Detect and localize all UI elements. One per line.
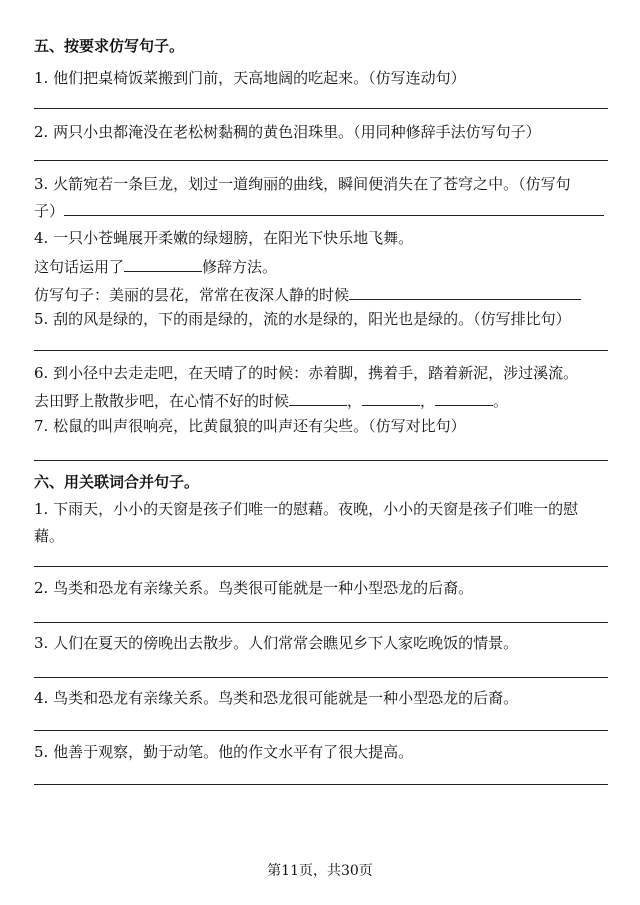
s6-question-1-line-2: 藉。: [34, 527, 65, 545]
s5-q4-imitation-blank: [349, 283, 581, 300]
s5-q6-prompt: 去田野上散散步吧，在心情不好的时候: [34, 392, 290, 410]
s5-q3-answer-blank: [64, 199, 604, 216]
s5-q4-rhetoric-blank: [124, 255, 202, 272]
s5-question-2: 2. 两只小虫都淹没在老松树黏稠的黄色泪珠里。（用同种修辞手法仿写句子）: [34, 123, 541, 141]
s5-q4-prompt-a: 这句话运用了: [34, 258, 125, 276]
s6-q1-answer-line: [34, 566, 608, 567]
s6-question-1-line-1: 1. 下雨天，小小的天窗是孩子们唯一的慰藉。夜晚，小小的天窗是孩子们唯一的慰: [34, 500, 579, 518]
s6-q4-answer-line: [34, 730, 608, 731]
page-number: 第11页，共30页: [267, 863, 373, 879]
s5-q4-imitation-prompt: 仿写句子：美丽的昙花，常常在夜深人静的时候: [34, 286, 350, 304]
s5-q7-answer-line: [34, 460, 608, 461]
s5-q3-continuation: 子）: [34, 202, 65, 220]
s6-q3-answer-line: [34, 677, 608, 678]
s6-question-5: 5. 他善于观察，勤于动笔。他的作文水平有了很大提高。: [34, 743, 414, 761]
s5-question-7: 7. 松鼠的叫声很响亮，比黄鼠狼的叫声还有尖些。（仿写对比句）: [34, 417, 466, 435]
s6-question-3: 3. 人们在夏天的傍晚出去散步。人们常常会瞧见乡下人家吃晚饭的情景。: [34, 634, 519, 652]
s5-question-4-line-1: 4. 一只小苍蝇展开柔嫩的绿翅膀，在阳光下快乐地飞舞。: [34, 229, 414, 247]
s5-q6-blank-1: [289, 389, 347, 406]
s5-question-4-line-2: [34, 255, 277, 277]
s5-question-5: 5. 刮的风是绿的，下的雨是绿的，流的水是绿的，阳光也是绿的。（仿写排比句）: [34, 310, 571, 328]
s6-question-2: 2. 鸟类和恐龙有亲缘关系。鸟类很可能就是一种小型恐龙的后裔。: [34, 579, 474, 597]
s5-q1-answer-line: [34, 108, 608, 109]
s5-q4-prompt-b: 修辞方法。: [202, 258, 278, 276]
s6-question-4: 4. 鸟类和恐龙有亲缘关系。鸟类和恐龙很可能就是一种小型恐龙的后裔。: [34, 689, 519, 707]
s5-q6-end: 。: [493, 392, 509, 410]
s5-q6-separator-1: ，: [347, 392, 363, 410]
s5-question-6-line-2: [34, 389, 508, 411]
s6-q5-answer-line: [34, 784, 608, 785]
s5-q6-blank-3: [435, 389, 493, 406]
s5-question-4-line-3: [34, 283, 581, 305]
s5-q6-blank-2: [362, 389, 420, 406]
s5-question-3-line-2: [34, 199, 604, 221]
s5-q2-answer-line: [34, 160, 608, 161]
s5-question-6-line-1: 6. 到小径中去走走吧，在天晴了的时候：赤着脚，携着手，踏着新泥，涉过溪流。: [34, 364, 579, 382]
s5-q6-separator-2: ，: [420, 392, 436, 410]
s5-question-1: 1. 他们把桌椅饭菜搬到门前，天高地阔的吃起来。（仿写连动句）: [34, 69, 466, 87]
section-5-heading: 五、按要求仿写句子。: [34, 37, 185, 55]
section-6-heading: 六、用关联词合并句子。: [34, 473, 200, 491]
s5-question-3-line-1: 3. 火箭宛若一条巨龙，划过一道绚丽的曲线，瞬间便消失在了苍穹之中。（仿写句: [34, 175, 571, 193]
s6-q2-answer-line: [34, 622, 608, 623]
s5-q5-answer-line: [34, 350, 608, 351]
